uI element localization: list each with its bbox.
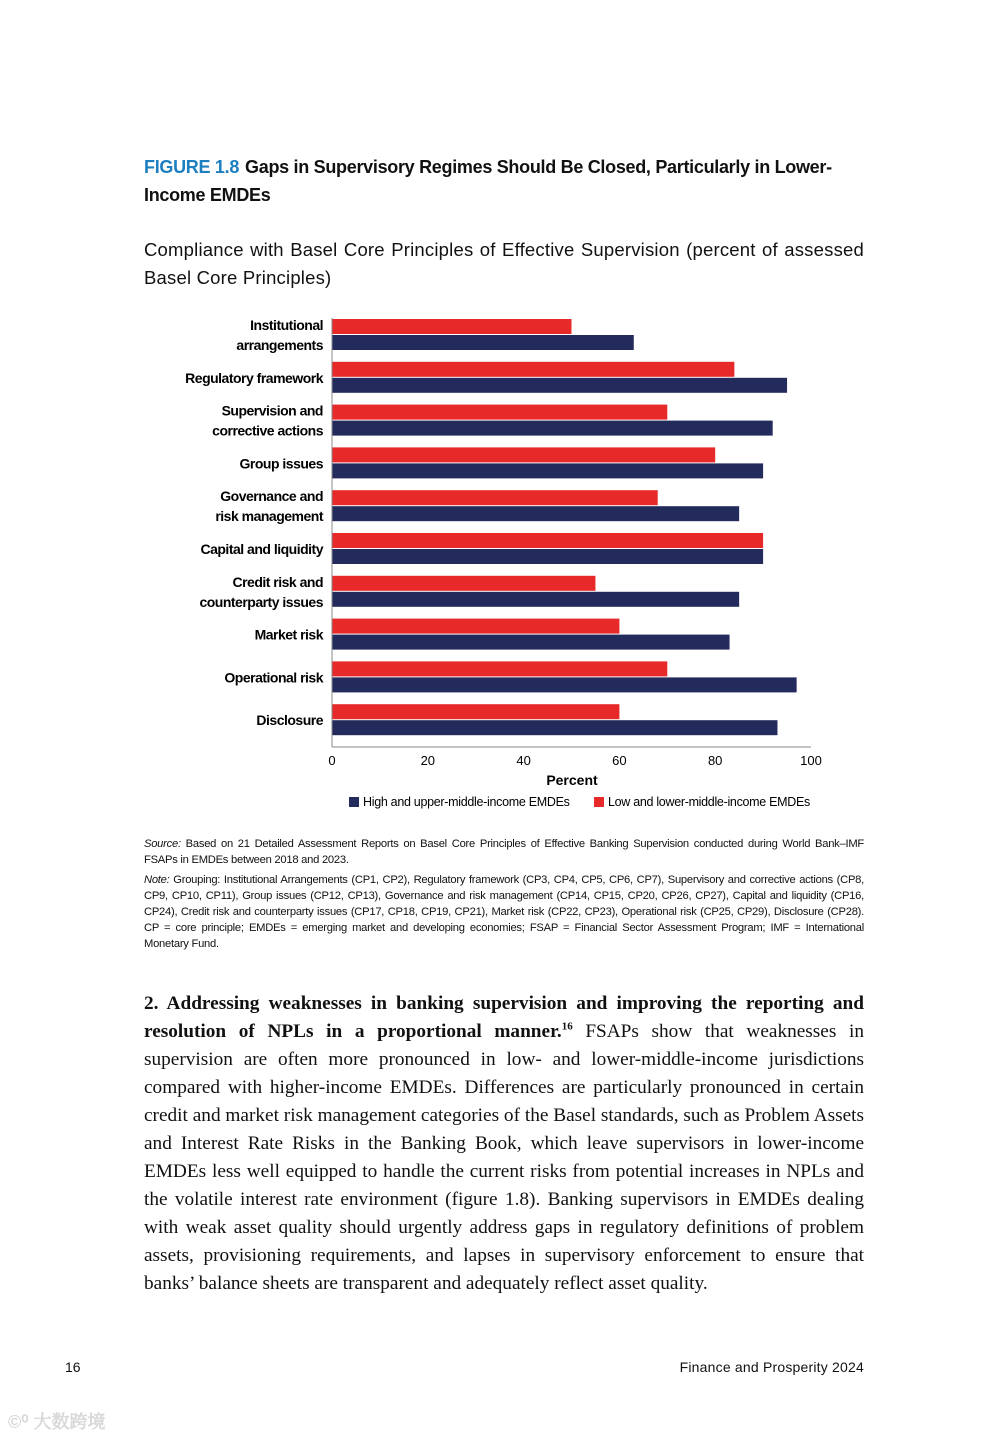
page-number: 16 (65, 1359, 81, 1375)
category-label: Regulatory framework (185, 369, 323, 386)
category-label: Capital and liquidity (200, 541, 323, 557)
bar-high-income (332, 592, 739, 607)
figure-title-text: Gaps in Supervisory Regimes Should Be Closed, Particularly in Lower-Income EMDEs (144, 157, 832, 205)
bar-low-income (332, 447, 715, 462)
x-tick-label: 100 (800, 753, 822, 768)
category-label: Disclosure (256, 712, 323, 729)
legend-swatch-high-income (349, 797, 359, 807)
x-tick-label: 40 (516, 753, 531, 768)
source-note (144, 836, 864, 868)
x-tick-label: 0 (328, 753, 336, 768)
category-label: counterparty issues (199, 593, 323, 610)
category-label: corrective actions (212, 422, 323, 439)
paragraph-heading: 2. Addressing weaknesses in banking supervision and improving the reporting and resolution of NPLs in a proportional manner. (144, 993, 864, 1042)
bar-high-income (332, 549, 763, 564)
bar-high-income (332, 506, 739, 521)
bar-high-income (332, 378, 787, 393)
legend-label-low-income: Low and lower-middle-income EMDEs (608, 795, 810, 809)
bar-high-income (332, 335, 634, 350)
x-tick-label: 20 (420, 753, 436, 768)
bar-low-income (332, 619, 619, 634)
bar-chart (0, 300, 1008, 820)
category-label: Supervision and (221, 402, 323, 419)
chart-subtitle: Compliance with Basel Core Principles of Effective Supervision (percent of assessed Basel Core Principles) (144, 239, 864, 288)
legend-swatch-low-income (594, 797, 604, 807)
category-label: Credit risk and (232, 573, 323, 590)
note-text: Grouping: Institutional Arrangements (CP1, CP2), Regulatory framework (CP3, CP4, CP5, CP6, CP7), Supervisory and corrective actions (CP8, CP9, CP10, CP11), Group issues (CP12, CP13), Governance and risk management (CP14, CP15, CP20, CP26, CP27), Capital and liquidity (CP16, CP24), Credit risk and counterparty issues (CP17, CP18, CP19, CP21), Market risk (CP22, CP23), Operational risk (CP25, CP29), Disclosure (CP28). CP = core principle; EMDEs = emerging market and developing economies; FSAP = Financial Sector Assessment Program; IMF = International Monetary Fund. (144, 874, 865, 950)
source-label: Source: (144, 838, 181, 850)
category-label: Market risk (254, 626, 323, 643)
category-label: arrangements (236, 337, 323, 353)
bar-low-income (332, 576, 595, 591)
publication-title: Finance and Prosperity 2024 (679, 1359, 864, 1375)
bar-high-income (332, 463, 763, 478)
bar-high-income (332, 421, 773, 436)
paragraph-text: FSAPs show that weaknesses in supervision are often more pronounced in low- and lower-middle-income jurisdictions compared with higher-income EMDEs. Differences are particularly pronounced in certain credit and market risk management categories of the Basel standards, such as Problem Assets and Interest Rate Risks in the Banking Book, which leave supervisors in lower-income EMDEs less well equipped to handle the current risks from potential increases in NPLs and the volatile interest rate environment (figure 1.8). Banking supervisors in EMDEs dealing with weak asset quality should urgently address gaps in regulatory definitions of problem assets, provisioning requirements, and lapses in supervisory enforcement to ensure that banks’ balance sheets are transparent and adequately reflect asset quality. (144, 1021, 864, 1294)
bar-low-income (332, 319, 572, 334)
figure-notes (144, 836, 864, 956)
figure-title (144, 153, 864, 209)
body-paragraph (144, 990, 864, 1298)
figure-number: FIGURE 1.8 (144, 157, 240, 177)
footnote-ref[interactable]: 16 (561, 1020, 573, 1033)
bar-low-income (332, 362, 734, 377)
bar-low-income (332, 704, 619, 719)
x-tick-label: 80 (707, 753, 723, 768)
note (144, 872, 864, 952)
legend-label-high-income: High and upper-middle-income EMDEs (363, 795, 570, 809)
source-text: Based on 21 Detailed Assessment Reports on Basel Core Principles of Effective Banking Supervision conducted during World Bank–IMF FSAPs in EMDEs between 2018 and 2023. (144, 838, 865, 866)
bar-low-income (332, 405, 667, 420)
category-label: Operational risk (224, 669, 323, 686)
category-label: risk management (215, 508, 323, 525)
category-label: Governance and (220, 488, 323, 505)
bar-high-income (332, 720, 777, 735)
bar-low-income (332, 661, 667, 676)
category-label: Institutional (250, 317, 323, 333)
bar-high-income (332, 677, 797, 692)
bar-high-income (332, 635, 730, 650)
category-label: Group issues (239, 455, 323, 472)
bar-low-income (332, 533, 763, 548)
x-tick-label: 60 (612, 753, 627, 768)
bar-low-income (332, 490, 658, 505)
note-label: Note: (144, 874, 170, 886)
x-axis-title: Percent (546, 772, 598, 788)
watermark: ©⁰ 大数跨境 (8, 1412, 106, 1432)
